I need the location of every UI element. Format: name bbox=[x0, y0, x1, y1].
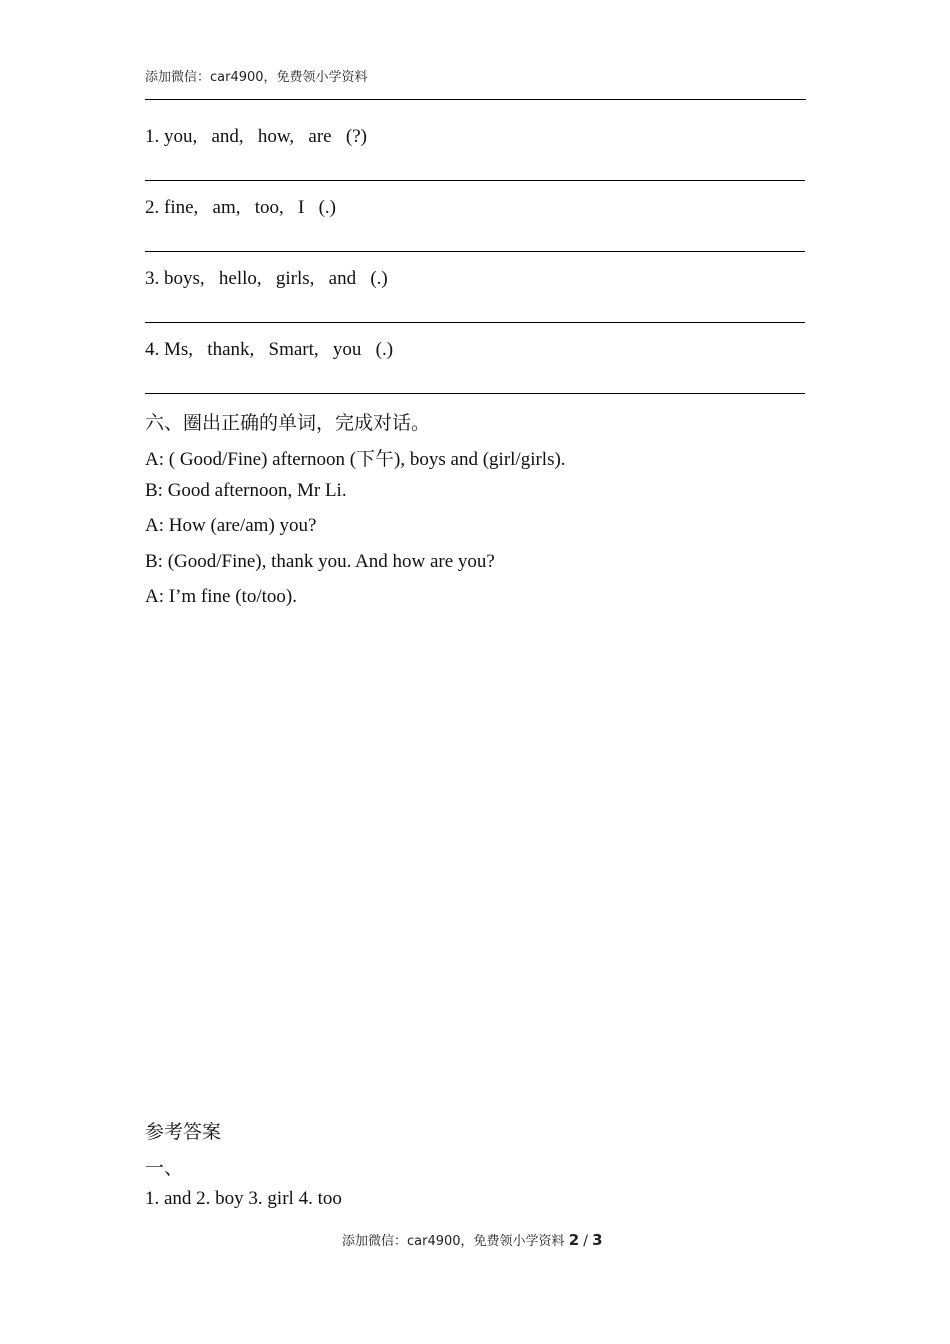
answer-line-4 bbox=[145, 393, 805, 394]
answer-part-one-label: 一、 bbox=[145, 1157, 184, 1179]
answer-part-one-line: 1. and 2. boy 3. girl 4. too bbox=[145, 1188, 342, 1209]
answer-line-2 bbox=[145, 251, 805, 252]
question-item-1: 1. you, and, how, are (?) bbox=[145, 126, 367, 147]
dialog-line-2: B: Good afternoon, Mr Li. bbox=[145, 480, 347, 501]
section-six-title: 六、圈出正确的单词，完成对话。 bbox=[145, 412, 431, 434]
dialog-line-4: B: (Good/Fine), thank you. And how are you? bbox=[145, 551, 495, 572]
question-item-3: 3. boys, hello, girls, and (.) bbox=[145, 268, 388, 289]
header-divider bbox=[145, 99, 806, 100]
question-item-4: 4. Ms, thank, Smart, you (.) bbox=[145, 339, 394, 360]
dialog-line-3: A: How (are/am) you? bbox=[145, 515, 317, 536]
question-item-2: 2. fine, am, too, I (.) bbox=[145, 197, 337, 218]
dialog-line-1: A: ( Good/Fine) afternoon (下午), boys and (girl/girls). bbox=[145, 449, 566, 470]
footer-note: 添加微信：car4900，免费领小学资料 bbox=[342, 1234, 565, 1249]
dialog-line-5: A: I’m fine (to/too). bbox=[145, 586, 297, 607]
page-number-separator: / bbox=[583, 1233, 588, 1249]
answer-key-title: 参考答案 bbox=[145, 1121, 222, 1143]
answer-line-1 bbox=[145, 180, 805, 181]
page-number-current: 2 bbox=[568, 1231, 580, 1249]
page-footer bbox=[342, 1230, 603, 1249]
page-number-total: 3 bbox=[592, 1231, 603, 1249]
header-note: 添加微信：car4900，免费领小学资料 bbox=[145, 70, 368, 85]
answer-line-3 bbox=[145, 322, 805, 323]
